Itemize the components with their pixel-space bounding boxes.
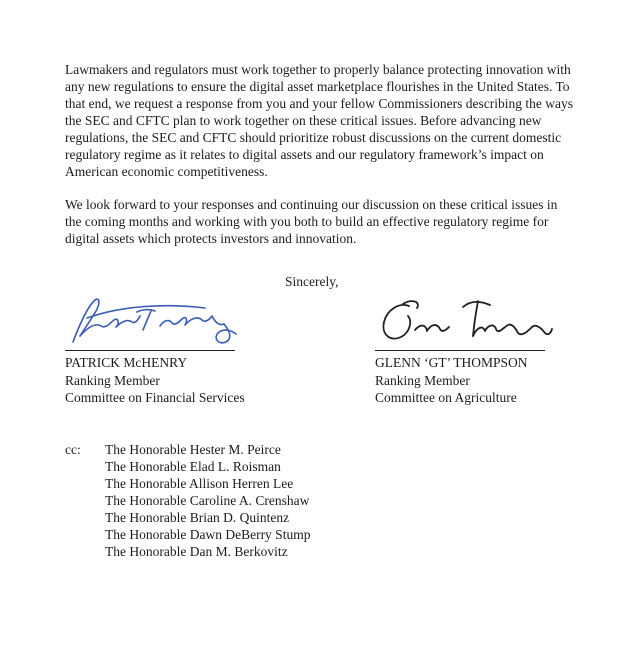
handwritten-signature-icon [375, 294, 553, 350]
cc-block [65, 441, 577, 560]
cc-recipient: The Honorable Dan M. Berkovitz [105, 543, 288, 559]
signer-block-mchenry [65, 292, 245, 407]
signer-title: Ranking Member [65, 372, 160, 388]
signer-title: Ranking Member [375, 372, 470, 388]
cc-recipient: The Honorable Caroline A. Crenshaw [105, 492, 310, 508]
signer-committee: Committee on Agriculture [375, 390, 517, 405]
signature-line [65, 350, 235, 351]
signer-name: GLENN ‘GT’ THOMPSON [375, 355, 528, 370]
cc-recipient: The Honorable Dawn DeBerry Stump [105, 526, 311, 542]
cc-list [105, 441, 310, 560]
signature-line [375, 350, 545, 351]
signer-committee: Committee on Financial Services [65, 390, 245, 405]
signature-row [65, 292, 577, 407]
signer-name: PATRICK McHENRY [65, 355, 188, 370]
letter-body [65, 61, 577, 560]
cc-recipient: The Honorable Elad L. Roisman [105, 458, 281, 474]
letter-paragraph: We look forward to your responses and continuing our discussion on these critical issues in the coming months and working with you both to build an effective regulatory regime for digital assets which protects investors and innovation. [65, 197, 558, 246]
cc-label: cc: [65, 441, 81, 457]
thompson-signature [375, 292, 547, 350]
handwritten-signature-icon [65, 292, 237, 350]
cc-recipient: The Honorable Brian D. Quintenz [105, 509, 290, 525]
closing-salutation: Sincerely, [285, 274, 339, 289]
cc-recipient: The Honorable Allison Herren Lee [105, 475, 294, 491]
cc-recipient: The Honorable Hester M. Peirce [105, 441, 281, 457]
mchenry-signature [65, 292, 237, 350]
letter-paragraph: Lawmakers and regulators must work together to properly balance protecting innovation with any new regulations to ensure the digital asset marketplace flourishes in the United States. To that end, we request a response from you and your fellow Commissioners describing the ways the SEC and CFTC plan to work together on these critical issues. Before advancing new regulations, the SEC and CFTC should prioritize robust discussions on the current domestic regulatory regime as it relates to digital assets and our regulatory framework’s impact on American economic competitiveness. [65, 62, 574, 179]
signer-block-thompson [375, 292, 547, 407]
